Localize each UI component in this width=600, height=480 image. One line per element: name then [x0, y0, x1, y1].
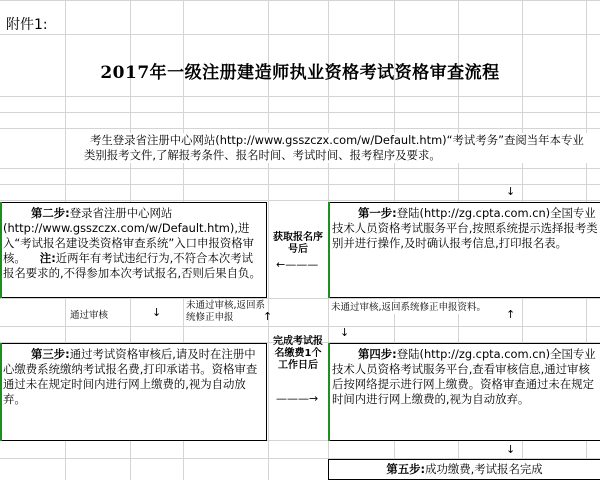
green-marker — [328, 202, 330, 298]
arrow-left-icon: ←——— — [276, 258, 319, 271]
label-passed: 通过审核 — [70, 310, 109, 321]
grid-line — [0, 298, 600, 299]
step2-box — [0, 202, 267, 298]
grid-line — [0, 326, 600, 327]
arrow-right-icon: ———→ — [276, 392, 319, 405]
grid-line — [0, 96, 600, 97]
arrow-up-icon: ↑ — [263, 310, 273, 323]
arrow-down-icon: ↓ — [506, 443, 516, 456]
step4-text: 登陆(http://zg.cpta.com.cn)全国专业技术人员资格考试服务平台,查看审核信息,通过审核后按网络提示进行网上缴费。资格审查通过未在规定时间内进行网上缴费的,视为自动放弃。 — [332, 347, 596, 406]
green-marker — [0, 202, 2, 298]
step5-box — [328, 459, 600, 480]
arrow-down-icon: ↓ — [152, 306, 162, 319]
annex-label: 附件1: — [6, 17, 48, 33]
grid-line — [0, 128, 600, 129]
step1-head: 第一步: — [358, 206, 397, 220]
step1-text: 登陆(http://zg.cpta.com.cn)全国专业技术人员资格考试服务平台,按照系统提示选择报考类别并进行操作,及时确认报考信息,打印报名表。 — [332, 206, 598, 250]
step3-text: 通过考试资格审核后,请及时在注册中心缴费系统缴纳考试报名费,打印承诺书。资格审查通过未在规定时间内进行网上缴费的,视为自动放弃。 — [3, 347, 258, 406]
step4-head: 第四步: — [358, 347, 397, 361]
step5-text: 成功缴费,考试报名完成 — [425, 462, 543, 476]
step1-box — [328, 202, 600, 298]
grid-line — [0, 200, 600, 201]
intro-text: 考生登录省注册中心网站(http://www.gsszczx.com/w/Default.htm)“考试考务”查阅当年本专业类别报考文件,了解报考条件、报名时间、考试时间、报考程序及要求。 — [84, 133, 590, 163]
grid-line — [0, 168, 600, 169]
step2-note: 近两年有考试违纪行为,不符合本次考试报名要求的,不得参加本次考试报名,否则后果自负。 — [3, 251, 261, 280]
label-not-passed-left: 未通过审核,返回系统修正申报 — [186, 300, 268, 324]
step3-box — [0, 343, 267, 441]
grid-line — [0, 112, 600, 113]
step2-note-head: 注: — [39, 251, 56, 265]
label-get-serial: 获取报名序号后 — [273, 232, 323, 255]
grid-line — [0, 34, 600, 35]
step2-text: 登录省注册中心网站(http://www.gsszczx.com/w/Default.htm),进入“考试报名建设类资格审查系统”入口申报资格审核。 — [3, 206, 255, 265]
step4-box — [328, 343, 600, 441]
grid-line — [0, 0, 600, 1]
green-marker — [328, 343, 330, 441]
label-not-passed-right: 未通过审核,返回系统修正申报资料。 — [331, 302, 507, 314]
arrow-down-icon: ↓ — [506, 185, 516, 198]
page-title: 2017年一级注册建造师执业资格考试资格审查流程 — [100, 63, 500, 83]
step2-head: 第二步: — [31, 206, 70, 220]
step5-head: 第五步: — [386, 462, 426, 476]
arrow-down-icon: ↓ — [340, 326, 350, 339]
green-marker — [0, 343, 2, 441]
arrow-up-icon: ↑ — [506, 308, 516, 321]
label-after-payment: 完成考试报名缴费1个工作日后 — [273, 336, 323, 371]
step3-head: 第三步: — [31, 347, 70, 361]
